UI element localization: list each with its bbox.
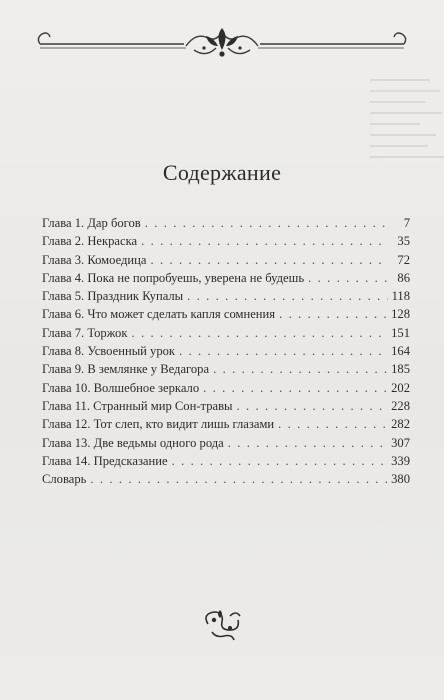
toc-entry (42, 379, 410, 397)
toc-entry-title: Словарь (42, 472, 87, 487)
toc-entry-title: Глава 2. Некраска (42, 234, 138, 249)
toc-entry (42, 305, 410, 323)
toc-entry-page: 202 (391, 380, 410, 395)
toc-entry (42, 452, 410, 470)
toc-entry-title: Глава 3. Комоедица (42, 252, 147, 267)
toc-leader-dots (203, 379, 387, 397)
toc-entry (42, 397, 410, 415)
toc-leader-dots (279, 305, 387, 323)
toc-entry-page: 118 (391, 289, 410, 304)
toc-entry (42, 287, 410, 305)
toc-entry (42, 360, 410, 378)
toc-entry-page: 282 (391, 417, 410, 432)
toc-entry-page: 380 (391, 472, 410, 487)
toc-leader-dots (237, 397, 388, 415)
toc-entry-page: 128 (391, 307, 410, 322)
toc-leader-dots (131, 324, 387, 342)
toc-entry-title: Глава 14. Предсказание (42, 453, 168, 468)
toc-entry-page: 164 (391, 344, 410, 359)
toc-leader-dots (213, 360, 387, 378)
toc-entry-page: 228 (391, 398, 410, 413)
toc-entry-title: Глава 12. Тот слеп, кто видит лишь глазами (42, 417, 275, 432)
toc-entry-page: 185 (391, 362, 410, 377)
toc-entry-page: 35 (397, 234, 410, 249)
toc-entry-title: Глава 1. Дар богов (42, 216, 141, 230)
bottom-ornament-icon (200, 606, 244, 642)
toc-entry (42, 324, 410, 342)
toc-entry-page: 307 (391, 435, 410, 450)
toc-entry (42, 232, 410, 250)
toc-leader-dots (141, 232, 388, 250)
toc-entry (42, 269, 410, 287)
toc-entry-title: Глава 11. Странный мир Сон-травы (42, 398, 233, 413)
page-title: Содержание (162, 160, 282, 185)
toc-leader-dots (145, 214, 388, 232)
toc-entry-title: Глава 7. Торжок (42, 325, 128, 340)
toc-entry-page: 339 (391, 453, 410, 468)
table-of-contents (42, 214, 410, 488)
toc-entry (42, 434, 410, 452)
top-ornament-icon (36, 22, 408, 66)
toc-leader-dots (179, 342, 387, 360)
toc-entry (42, 214, 410, 232)
toc-entry-title: Глава 5. Праздник Купалы (42, 289, 184, 304)
toc-leader-dots (308, 269, 388, 287)
toc-entry-page: 86 (397, 270, 410, 285)
toc-entry (42, 470, 410, 488)
toc-entry-page: 7 (403, 216, 410, 230)
toc-leader-dots (187, 287, 387, 305)
toc-entry (42, 251, 410, 269)
toc-entry-title: Глава 9. В землянке у Ведагора (42, 362, 210, 377)
toc-leader-dots (90, 470, 387, 488)
toc-entry-title: Глава 4. Пока не попробуешь, уверена не будешь (42, 270, 305, 285)
toc-leader-dots (278, 415, 387, 433)
toc-leader-dots (150, 251, 388, 269)
toc-entry (42, 415, 410, 433)
toc-leader-dots (228, 434, 387, 452)
toc-entry-page: 151 (391, 325, 410, 340)
toc-entry-title: Глава 10. Волшебное зеркало (42, 380, 200, 395)
toc-entry-title: Глава 8. Усвоенный урок (42, 344, 176, 359)
toc-entry-title: Глава 13. Две ведьмы одного рода (42, 435, 224, 450)
toc-entry-title: Глава 6. Что может сделать капля сомнения (42, 307, 276, 322)
bleed-through-text (364, 70, 444, 230)
toc-leader-dots (172, 452, 388, 470)
toc-entry-page: 72 (397, 252, 410, 267)
toc-entry (42, 342, 410, 360)
